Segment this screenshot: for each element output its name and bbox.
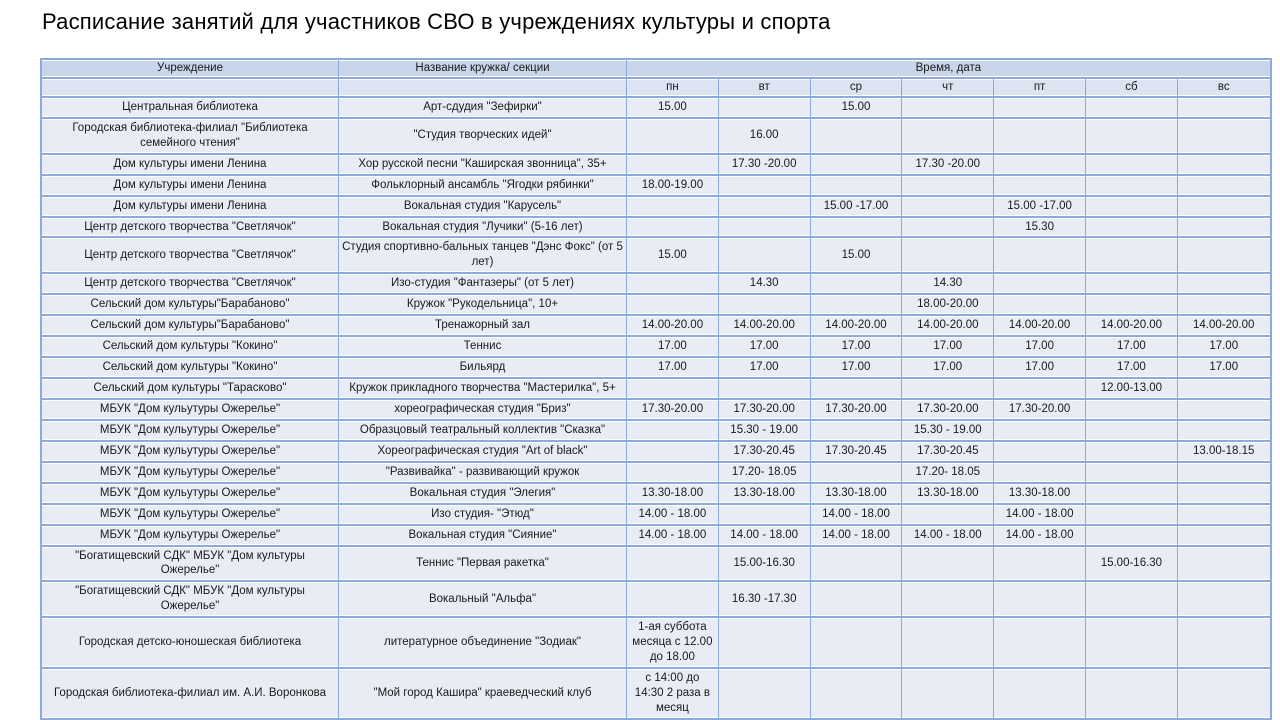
time-cell-empty: [994, 442, 1086, 463]
time-cell: 17.30-20.00: [627, 400, 719, 421]
schedule-row: [42, 484, 1270, 505]
time-cell-empty: [1178, 582, 1270, 618]
time-cell: 15.30 - 19.00: [719, 421, 811, 442]
time-cell-empty: [902, 119, 994, 155]
time-cell-empty: [719, 618, 811, 669]
time-cell-empty: [627, 295, 719, 316]
time-cell-empty: [719, 218, 811, 239]
schedule-row: [42, 400, 1270, 421]
day-header-6: сб: [1086, 79, 1178, 98]
time-cell-empty: [811, 618, 903, 669]
schedule-row: [42, 197, 1270, 218]
time-cell-empty: [902, 669, 994, 718]
time-cell-empty: [719, 197, 811, 218]
schedule-row: [42, 98, 1270, 119]
time-cell-empty: [1086, 484, 1178, 505]
club-cell: Теннис "Первая ракетка": [339, 547, 627, 583]
time-cell-empty: [811, 582, 903, 618]
time-cell: 17.00: [719, 337, 811, 358]
time-cell: 15.00: [627, 238, 719, 274]
institution-cell: Сельский дом культуры"Барабаново": [42, 316, 339, 337]
time-cell: 15.00 -17.00: [994, 197, 1086, 218]
time-cell-empty: [994, 98, 1086, 119]
time-cell-empty: [1086, 295, 1178, 316]
time-cell: 14.00 - 18.00: [994, 526, 1086, 547]
time-cell-empty: [719, 238, 811, 274]
schedule-table: [40, 58, 1272, 720]
time-cell-empty: [811, 176, 903, 197]
time-cell-empty: [1178, 526, 1270, 547]
time-cell-empty: [627, 155, 719, 176]
schedule-row: [42, 358, 1270, 379]
schedule-row: [42, 505, 1270, 526]
institution-cell: Городская библиотека-филиал "Библиотека семейного чтения": [42, 119, 339, 155]
institution-cell: Сельский дом культуры "Кокино": [42, 358, 339, 379]
time-cell-empty: [902, 197, 994, 218]
time-cell-empty: [811, 119, 903, 155]
time-cell-empty: [1086, 421, 1178, 442]
time-cell-empty: [902, 238, 994, 274]
time-cell-empty: [1178, 197, 1270, 218]
time-cell: 14.00-20.00: [1178, 316, 1270, 337]
time-cell-empty: [902, 582, 994, 618]
institution-cell: "Богатищевский СДК" МБУК "Дом культуры Ожерелье": [42, 547, 339, 583]
schedule-row: [42, 669, 1270, 718]
institution-cell: Дом культуры имени Ленина: [42, 176, 339, 197]
time-cell-empty: [627, 463, 719, 484]
institution-cell: Центр детского творчества "Светлячок": [42, 218, 339, 239]
club-cell: Бильярд: [339, 358, 627, 379]
club-cell: Теннис: [339, 337, 627, 358]
time-cell-empty: [1178, 238, 1270, 274]
time-cell-empty: [1086, 98, 1178, 119]
time-cell-empty: [1086, 505, 1178, 526]
time-cell-empty: [1086, 197, 1178, 218]
time-cell-empty: [1086, 274, 1178, 295]
time-cell-empty: [1086, 442, 1178, 463]
time-cell: 13.00-18.15: [1178, 442, 1270, 463]
schedule-row: [42, 547, 1270, 583]
institution-cell: Дом культуры имени Ленина: [42, 155, 339, 176]
club-cell: Вокальная студия "Элегия": [339, 484, 627, 505]
time-cell: 14.00 - 18.00: [902, 526, 994, 547]
time-cell-empty: [994, 155, 1086, 176]
time-cell: 1-ая суббота месяца с 12.00 до 18.00: [627, 618, 719, 669]
club-cell: Изо студия- "Этюд": [339, 505, 627, 526]
day-header-1: пн: [627, 79, 719, 98]
time-cell-empty: [811, 463, 903, 484]
time-cell-empty: [994, 119, 1086, 155]
time-cell-empty: [994, 421, 1086, 442]
time-cell: 17.30-20.00: [719, 400, 811, 421]
time-cell: 13.30-18.00: [902, 484, 994, 505]
institution-cell: Дом культуры имени Ленина: [42, 197, 339, 218]
institution-cell: МБУК "Дом кульутуры Ожерелье": [42, 484, 339, 505]
institution-cell: МБУК "Дом кульутуры Ожерелье": [42, 400, 339, 421]
time-cell-empty: [627, 379, 719, 400]
club-cell: Вокальная студия "Карусель": [339, 197, 627, 218]
schedule-row: [42, 238, 1270, 274]
schedule-row: [42, 119, 1270, 155]
time-cell-empty: [902, 218, 994, 239]
time-cell: 14.00-20.00: [811, 316, 903, 337]
time-cell: 17.00: [1086, 337, 1178, 358]
time-cell-empty: [1178, 669, 1270, 718]
club-cell: Студия спортивно-бальных танцев "Дэнс Фокс" (от 5 лет): [339, 238, 627, 274]
time-cell: 14.00-20.00: [994, 316, 1086, 337]
header-empty-cell: [42, 79, 339, 98]
institution-cell: Центральная библиотека: [42, 98, 339, 119]
time-cell: 14.00-20.00: [719, 316, 811, 337]
time-cell: 17.30 -20.00: [719, 155, 811, 176]
time-cell: 15.00: [811, 238, 903, 274]
time-cell: 15.00: [811, 98, 903, 119]
time-cell: 14.00 - 18.00: [627, 505, 719, 526]
time-cell-empty: [1178, 379, 1270, 400]
club-cell: Образцовый театральный коллектив "Сказка": [339, 421, 627, 442]
schedule-row: [42, 155, 1270, 176]
time-cell-empty: [1178, 505, 1270, 526]
time-cell-empty: [719, 379, 811, 400]
time-cell-empty: [994, 274, 1086, 295]
club-cell: литературное объединение "Зодиак": [339, 618, 627, 669]
time-cell-empty: [1086, 176, 1178, 197]
time-cell-empty: [994, 582, 1086, 618]
time-cell-empty: [994, 379, 1086, 400]
time-cell: 17.30-20.00: [902, 400, 994, 421]
time-cell-empty: [994, 295, 1086, 316]
time-cell-empty: [627, 119, 719, 155]
time-cell: с 14:00 до 14:30 2 раза в месяц: [627, 669, 719, 718]
time-cell-empty: [719, 295, 811, 316]
time-cell-empty: [719, 669, 811, 718]
time-cell: 15.00: [627, 98, 719, 119]
time-cell: 17.30-20.00: [811, 400, 903, 421]
time-cell: 17.00: [627, 337, 719, 358]
time-cell: 14.00 - 18.00: [994, 505, 1086, 526]
header-empty-cell: [339, 79, 627, 98]
club-cell: Вокальная студия "Сияние": [339, 526, 627, 547]
schedule-row: [42, 337, 1270, 358]
schedule-row: [42, 176, 1270, 197]
time-cell-empty: [1086, 400, 1178, 421]
time-cell-empty: [1178, 547, 1270, 583]
day-header-5: пт: [994, 79, 1086, 98]
schedule-row: [42, 379, 1270, 400]
schedule-row: [42, 526, 1270, 547]
time-cell-empty: [1178, 155, 1270, 176]
time-cell-empty: [994, 238, 1086, 274]
time-cell-empty: [811, 218, 903, 239]
institution-cell: Сельский дом культуры "Тарасково": [42, 379, 339, 400]
institution-cell: "Богатищевский СДК" МБУК "Дом культуры Ожерелье": [42, 582, 339, 618]
time-cell: 15.00-16.30: [1086, 547, 1178, 583]
schedule-row: [42, 274, 1270, 295]
time-cell: 14.00-20.00: [627, 316, 719, 337]
time-cell-empty: [1178, 463, 1270, 484]
time-cell: 17.30-20.45: [902, 442, 994, 463]
time-cell: 15.00-16.30: [719, 547, 811, 583]
institution-cell: Городская библиотека-филиал им. А.И. Воронкова: [42, 669, 339, 718]
time-cell-empty: [627, 274, 719, 295]
time-cell-empty: [1086, 582, 1178, 618]
time-cell-empty: [1178, 274, 1270, 295]
club-cell: "Студия творческих идей": [339, 119, 627, 155]
institution-cell: Сельский дом культуры "Кокино": [42, 337, 339, 358]
time-cell: 14.00 - 18.00: [719, 526, 811, 547]
time-cell: 17.00: [811, 337, 903, 358]
day-header-3: ср: [811, 79, 903, 98]
time-cell-empty: [627, 442, 719, 463]
time-cell: 17.00: [902, 358, 994, 379]
time-cell-empty: [811, 274, 903, 295]
schedule-row: [42, 316, 1270, 337]
institution-cell: МБУК "Дом кульутуры Ожерелье": [42, 463, 339, 484]
time-cell-empty: [994, 176, 1086, 197]
time-cell: 13.30-18.00: [719, 484, 811, 505]
time-cell-empty: [902, 379, 994, 400]
time-cell-empty: [994, 463, 1086, 484]
time-cell: 12.00-13.00: [1086, 379, 1178, 400]
time-cell: 14.00-20.00: [1086, 316, 1178, 337]
club-cell: "Развивайка" - развивающий кружок: [339, 463, 627, 484]
time-cell: 17.00: [1086, 358, 1178, 379]
club-cell: хореографическая студия "Бриз": [339, 400, 627, 421]
time-cell: 18.00-19.00: [627, 176, 719, 197]
time-cell: 15.00 -17.00: [811, 197, 903, 218]
time-cell: 17.30-20.45: [811, 442, 903, 463]
time-cell-empty: [902, 547, 994, 583]
time-cell-empty: [719, 176, 811, 197]
institution-cell: МБУК "Дом кульутуры Ожерелье": [42, 442, 339, 463]
institution-cell: МБУК "Дом кульутуры Ожерелье": [42, 505, 339, 526]
header-time-date: Время, дата: [627, 60, 1270, 79]
club-cell: Фольклорный ансамбль "Ягодки рябинки": [339, 176, 627, 197]
time-cell-empty: [1178, 295, 1270, 316]
time-cell: 14.00 - 18.00: [811, 505, 903, 526]
time-cell: 17.00: [1178, 358, 1270, 379]
day-header-7: вс: [1178, 79, 1270, 98]
time-cell: 14.00 - 18.00: [811, 526, 903, 547]
header-club: Название кружка/ секции: [339, 60, 627, 79]
club-cell: "Мой город Кашира" краеведческий клуб: [339, 669, 627, 718]
time-cell-empty: [811, 421, 903, 442]
schedule-row: [42, 618, 1270, 669]
club-cell: Вокальная студия "Лучики" (5-16 лет): [339, 218, 627, 239]
time-cell: 14.30: [902, 274, 994, 295]
time-cell-empty: [1178, 176, 1270, 197]
time-cell: 18.00-20.00: [902, 295, 994, 316]
institution-cell: Городская детско-юношеская библиотека: [42, 618, 339, 669]
schedule-row: [42, 442, 1270, 463]
time-cell-empty: [1178, 421, 1270, 442]
time-cell-empty: [627, 547, 719, 583]
time-cell-empty: [1178, 119, 1270, 155]
institution-cell: МБУК "Дом кульутуры Ожерелье": [42, 421, 339, 442]
time-cell-empty: [1086, 155, 1178, 176]
header-row-days: [42, 79, 1270, 98]
institution-cell: Центр детского творчества "Светлячок": [42, 274, 339, 295]
institution-cell: Сельский дом культуры"Барабаново": [42, 295, 339, 316]
time-cell-empty: [1178, 98, 1270, 119]
club-cell: Вокальный "Альфа": [339, 582, 627, 618]
time-cell: 16.00: [719, 119, 811, 155]
time-cell: 17.00: [994, 358, 1086, 379]
time-cell: 17.00: [719, 358, 811, 379]
time-cell-empty: [719, 98, 811, 119]
time-cell-empty: [1086, 238, 1178, 274]
schedule-row: [42, 218, 1270, 239]
time-cell-empty: [1178, 484, 1270, 505]
time-cell-empty: [627, 197, 719, 218]
institution-cell: МБУК "Дом кульутуры Ожерелье": [42, 526, 339, 547]
time-cell: 17.00: [627, 358, 719, 379]
time-cell: 17.30 -20.00: [902, 155, 994, 176]
time-cell: 15.30 - 19.00: [902, 421, 994, 442]
day-header-2: вт: [719, 79, 811, 98]
time-cell-empty: [811, 295, 903, 316]
time-cell: 13.30-18.00: [627, 484, 719, 505]
club-cell: Арт-сдудия "Зефирки": [339, 98, 627, 119]
club-cell: Кружок прикладного творчества "Мастерилка", 5+: [339, 379, 627, 400]
time-cell-empty: [811, 547, 903, 583]
time-cell-empty: [1178, 618, 1270, 669]
time-cell: 17.00: [994, 337, 1086, 358]
time-cell: 17.00: [811, 358, 903, 379]
time-cell-empty: [994, 618, 1086, 669]
club-cell: Хореографическая студия "Art of black": [339, 442, 627, 463]
time-cell-empty: [902, 618, 994, 669]
time-cell-empty: [902, 505, 994, 526]
club-cell: Кружок "Рукодельница", 10+: [339, 295, 627, 316]
time-cell-empty: [627, 421, 719, 442]
header-row-main: [42, 60, 1270, 79]
time-cell-empty: [811, 155, 903, 176]
time-cell: 17.30-20.00: [994, 400, 1086, 421]
time-cell-empty: [1086, 218, 1178, 239]
time-cell-empty: [1178, 218, 1270, 239]
time-cell-empty: [627, 218, 719, 239]
time-cell-empty: [1086, 618, 1178, 669]
schedule-row: [42, 295, 1270, 316]
time-cell-empty: [627, 582, 719, 618]
header-institution: Учреждение: [42, 60, 339, 79]
club-cell: Хор русской песни "Каширская звонница", 35+: [339, 155, 627, 176]
time-cell-empty: [994, 669, 1086, 718]
day-header-4: чт: [902, 79, 994, 98]
time-cell: 15.30: [994, 218, 1086, 239]
time-cell-empty: [1086, 669, 1178, 718]
time-cell-empty: [902, 98, 994, 119]
time-cell-empty: [1086, 463, 1178, 484]
time-cell: 13.30-18.00: [811, 484, 903, 505]
club-cell: Тренажорный зал: [339, 316, 627, 337]
time-cell-empty: [1086, 119, 1178, 155]
schedule-row: [42, 463, 1270, 484]
time-cell-empty: [902, 176, 994, 197]
time-cell-empty: [719, 505, 811, 526]
time-cell: 17.00: [902, 337, 994, 358]
time-cell: 17.20- 18.05: [719, 463, 811, 484]
club-cell: Изо-студия "Фантазеры" (от 5 лет): [339, 274, 627, 295]
time-cell-empty: [1178, 400, 1270, 421]
time-cell: 13.30-18.00: [994, 484, 1086, 505]
time-cell: 14.00 - 18.00: [627, 526, 719, 547]
schedule-row: [42, 421, 1270, 442]
time-cell-empty: [994, 547, 1086, 583]
time-cell: 14.30: [719, 274, 811, 295]
time-cell: 14.00-20.00: [902, 316, 994, 337]
time-cell: 17.20- 18.05: [902, 463, 994, 484]
time-cell: 17.30-20.45: [719, 442, 811, 463]
institution-cell: Центр детского творчества "Светлячок": [42, 238, 339, 274]
time-cell: 16.30 -17.30: [719, 582, 811, 618]
time-cell-empty: [811, 379, 903, 400]
time-cell: 17.00: [1178, 337, 1270, 358]
time-cell-empty: [1086, 526, 1178, 547]
page-title: Расписание занятий для участников СВО в учреждениях культуры и спорта: [42, 9, 831, 34]
time-cell-empty: [811, 669, 903, 718]
schedule-row: [42, 582, 1270, 618]
